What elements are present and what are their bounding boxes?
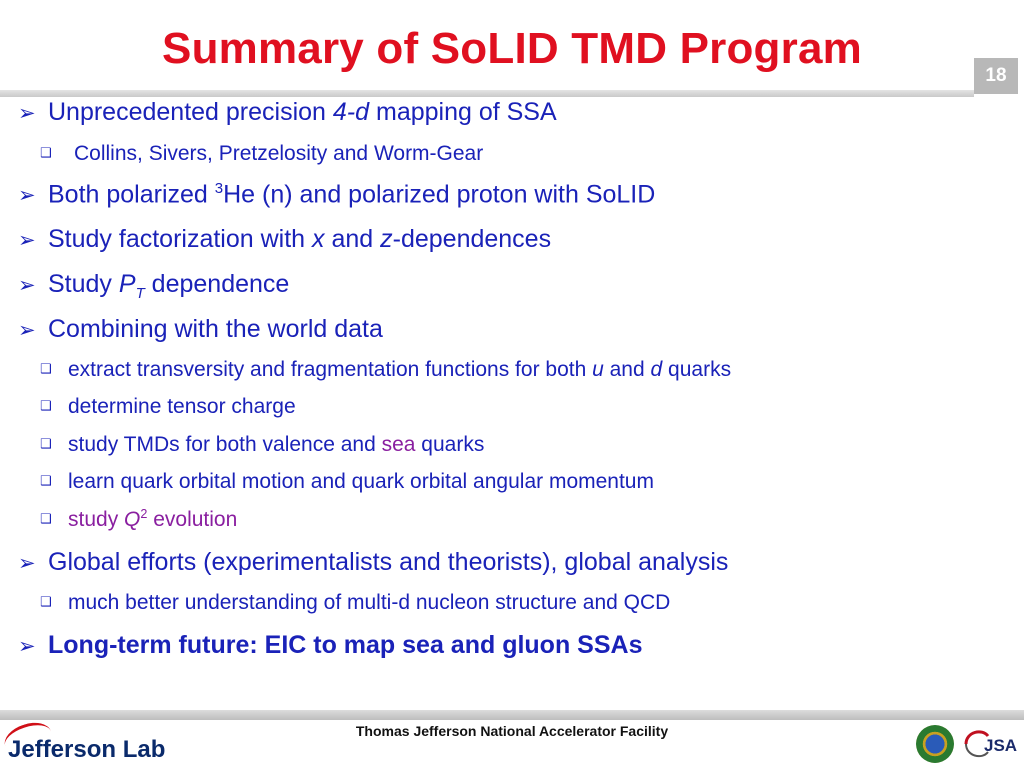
subbullet-tmd-types: ❑ Collins, Sivers, Pretzelosity and Worm-Gear: [40, 142, 484, 165]
bullet-eic-future: ➢ Long-term future: EIC to map sea and gluon SSAs: [18, 631, 643, 659]
square-bullet-icon: ❑: [40, 361, 52, 376]
doe-seal-icon: [916, 725, 954, 763]
arrow-bullet-icon: ➢: [18, 102, 36, 125]
subbullet-valence-sea: ❑ study TMDs for both valence and sea quarks: [40, 433, 485, 456]
title-divider: [0, 90, 974, 97]
subbullet-nucleon-structure: ❑ much better understanding of multi-d nucleon structure and QCD: [40, 591, 671, 614]
arrow-bullet-icon: ➢: [18, 229, 36, 252]
jsa-text: JSA: [984, 736, 1018, 755]
arrow-bullet-icon: ➢: [18, 184, 36, 208]
subbullet-q2-evolution: ❑ study $Q^2$ evolution: [40, 507, 238, 531]
arrow-bullet-icon: ➢: [18, 274, 36, 297]
bullet-polarized-targets: ➢ Both polarized $^3$He (n) and polarized proton with SoLID: [18, 180, 656, 209]
page-number: 18: [974, 58, 1018, 94]
arrow-bullet-icon: ➢: [18, 552, 36, 575]
subbullet-orbital-motion: ❑ learn quark orbital motion and quark orbital angular momentum: [40, 470, 654, 493]
arrow-bullet-icon: ➢: [18, 319, 36, 342]
square-bullet-icon: ❑: [40, 594, 52, 609]
bullet-global-efforts: ➢ Global efforts (experimentalists and theorists), global analysis: [18, 548, 729, 576]
square-bullet-icon: ❑: [40, 436, 52, 451]
bullet-factorization: ➢ Study factorization with x and z-dependences: [18, 225, 552, 253]
slide-title: Summary of SoLID TMD Program: [162, 24, 862, 73]
footer-divider: [0, 710, 1024, 720]
subbullet-tensor-charge: ❑ determine tensor charge: [40, 395, 296, 418]
jefferson-lab-logo: Jefferson Lab: [8, 736, 166, 763]
slide-footer: [0, 710, 1024, 768]
facility-name: Thomas Jefferson National Accelerator Facility: [355, 723, 669, 739]
square-bullet-icon: ❑: [40, 398, 52, 413]
arrow-bullet-icon: ➢: [18, 635, 36, 658]
square-bullet-icon: ❑: [40, 473, 52, 488]
bullet-world-data: ➢ Combining with the world data: [18, 315, 383, 343]
jsa-logo-icon: [962, 726, 1022, 762]
bullet-pt-dependence: ➢ Study $P_T$ dependence: [18, 270, 290, 302]
bullet-precision-mapping: ➢ Unprecedented precision 4-d mapping of SSA: [18, 98, 557, 126]
square-bullet-icon: ❑: [40, 145, 52, 160]
subbullet-transversity: ❑ extract transversity and fragmentation functions for both u and d quarks: [40, 358, 732, 381]
square-bullet-icon: ❑: [40, 511, 52, 526]
